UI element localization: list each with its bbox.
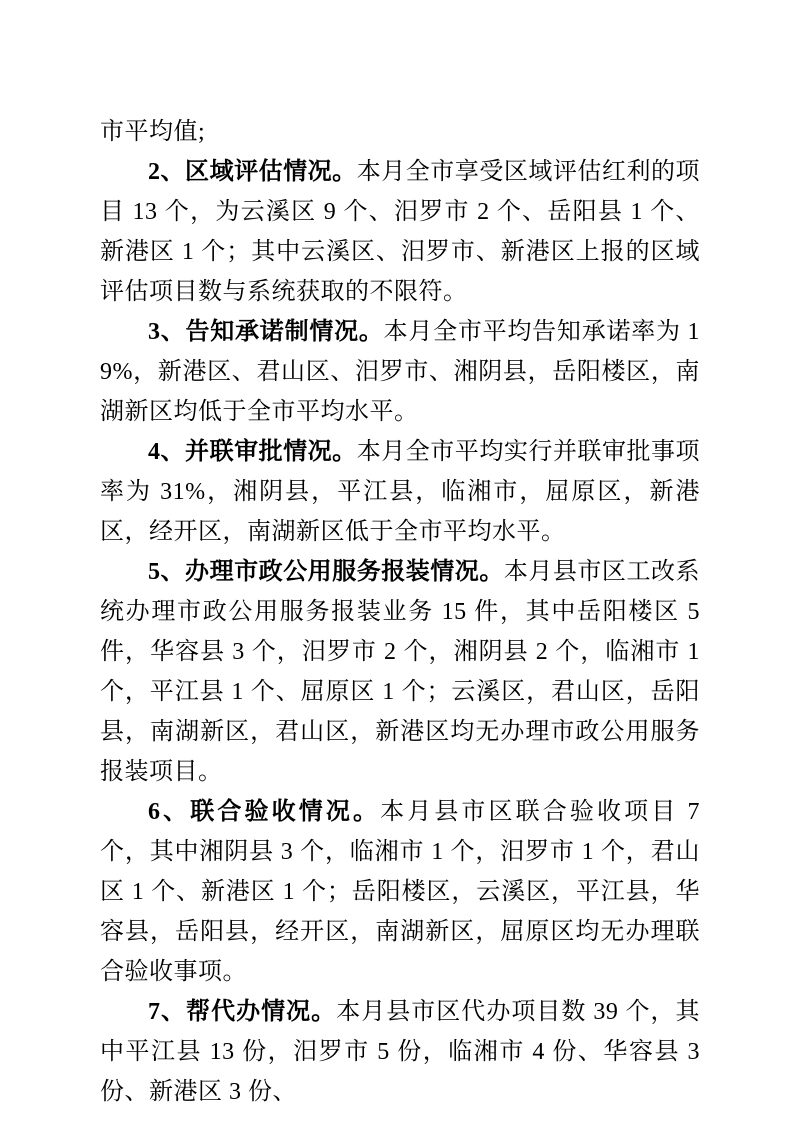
paragraph-section-4-heading: 4、并联审批情况。 <box>148 439 357 465</box>
paragraph-section-2-heading: 2、区域评估情况。 <box>148 159 357 185</box>
paragraph-continuation <box>100 112 700 152</box>
paragraph-section-2 <box>100 152 700 312</box>
paragraph-section-3-heading: 3、告知承诺制情况。 <box>148 319 384 345</box>
paragraph-section-3-text: 本月全市平均告知承诺率为 19%，新港区、君山区、汨罗市、湘阴县，岳阳楼区，南湖新区均低于全市平均水平。 <box>100 319 700 425</box>
paragraph-section-7-text: 本月县市区代办项目数 39 个，其中平江县 13 份，汨罗市 5 份，临湘市 4 份、华容县 3 份、新港区 3 份、 <box>100 999 701 1105</box>
paragraph-continuation-text: 市平均值; <box>100 119 206 145</box>
paragraph-section-7 <box>100 992 700 1112</box>
paragraph-section-6-text: 本月县市区联合验收项目 7 个，其中湘阴县 3 个，临湘市 1 个，汨罗市 1 个，君山区 1 个、新港区 1 个；岳阳楼区，云溪区，平江县，华容县，岳阳县，经开区，南湖新区，屈原区均无办理联合验收事项。 <box>100 799 701 985</box>
paragraph-section-6 <box>100 792 700 992</box>
document-body <box>100 112 700 1112</box>
paragraph-section-5-text: 本月县市区工改系统办理市政公用服务报装业务 15 件，其中岳阳楼区 5 件，华容县 3 个，汨罗市 2 个，湘阴县 2 个，临湘市 1 个，平江县 1 个、屈原区 1 个；云溪区，君山区，岳阳县，南湖新区，君山区，新港区均无办理市政公用服务报装项目。 <box>100 559 701 785</box>
paragraph-section-6-heading: 6、联合验收情况。 <box>148 799 381 825</box>
paragraph-section-3 <box>100 312 700 432</box>
paragraph-section-4 <box>100 432 700 552</box>
paragraph-section-7-heading: 7、帮代办情况。 <box>148 999 337 1025</box>
paragraph-section-5 <box>100 552 700 792</box>
paragraph-section-2-text: 本月全市享受区域评估红利的项目 13 个，为云溪区 9 个、汨罗市 2 个、岳阳县 1 个、新港区 1 个；其中云溪区、汨罗市、新港区上报的区域评估项目数与系统获取的不限符。 <box>100 159 701 305</box>
paragraph-section-5-heading: 5、办理市政公用服务报装情况。 <box>148 559 504 585</box>
paragraph-section-4-text: 本月全市平均实行并联审批事项率为 31%，湘阴县，平江县，临湘市，屈原区，新港区，经开区，南湖新区低于全市平均水平。 <box>100 439 701 545</box>
